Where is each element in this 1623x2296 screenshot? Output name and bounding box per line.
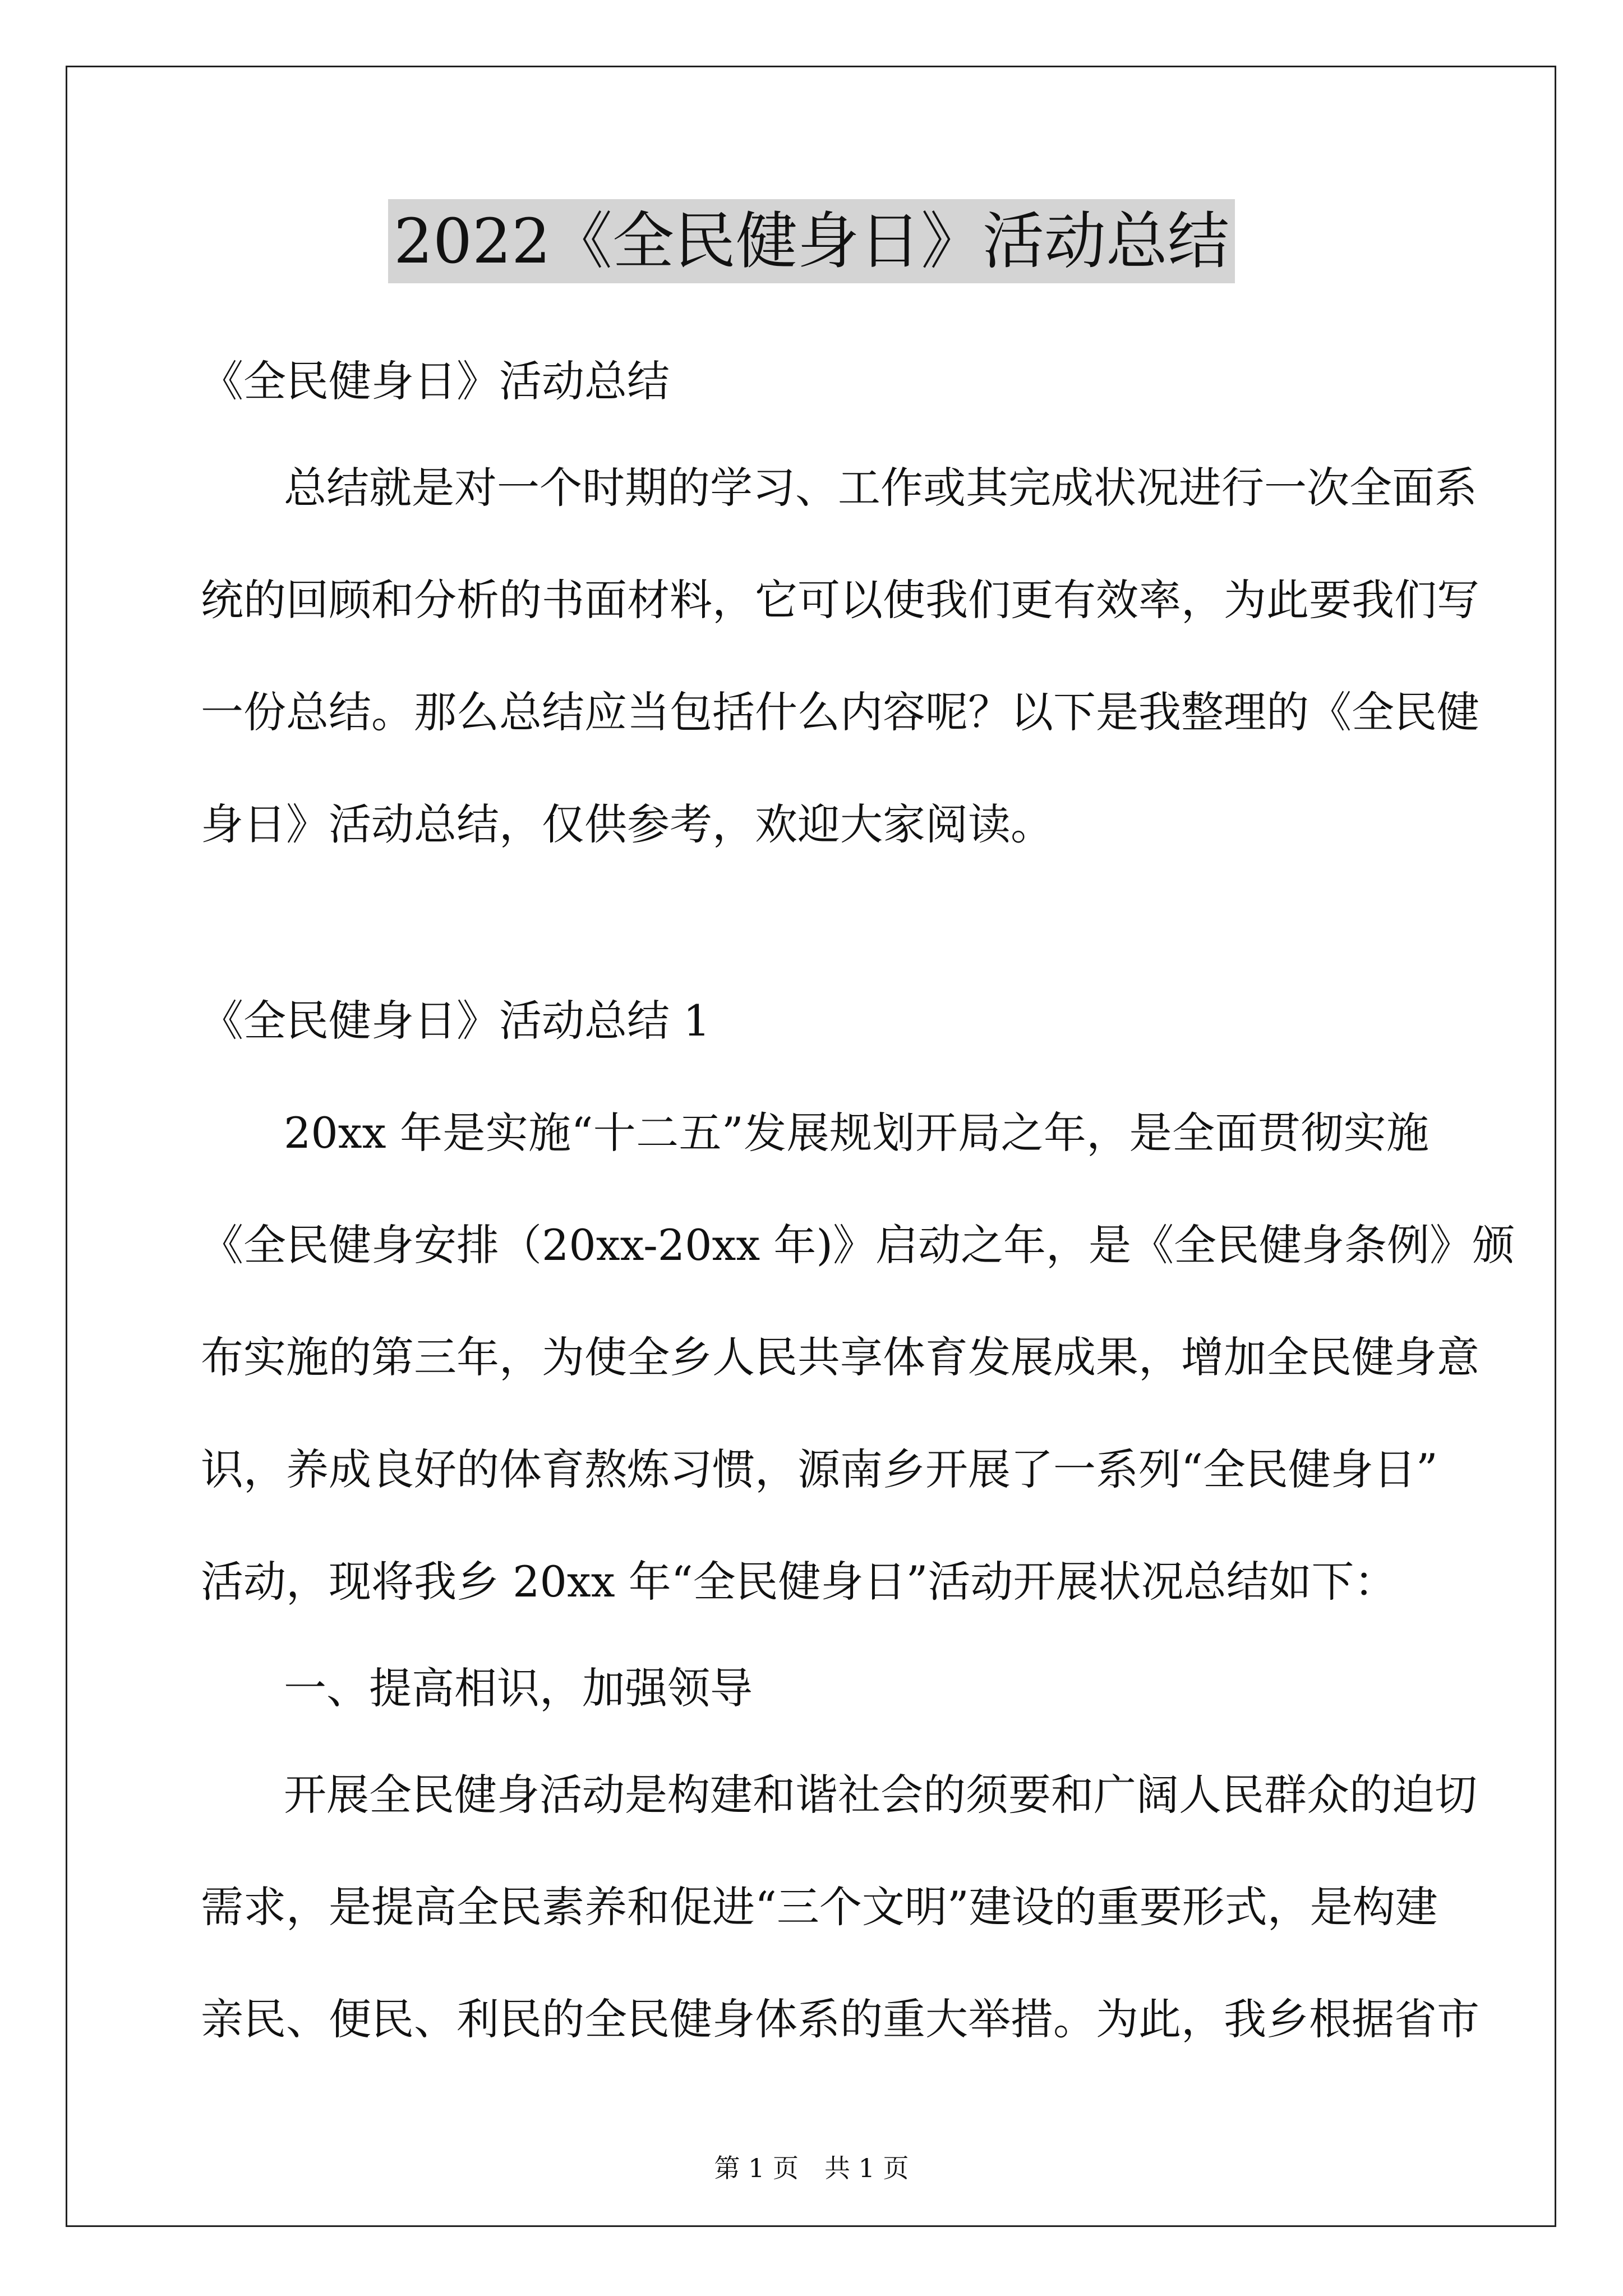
subheading: 一、提高相识，加强领导 <box>284 1663 753 1713</box>
body-line: 识，养成良好的体育熬炼习惯，源南乡开展了一系列“全民健身日” <box>201 1444 1438 1494</box>
body-line: 需求，是提高全民素养和促进“三个文明”建设的重要形式，是构建 <box>201 1882 1438 1932</box>
intro-line: 总结就是对一个时期的学习、工作或其完成状况进行一次全面系 <box>284 463 1477 513</box>
body-line: 20xx 年是实施“十二五”发展规划开局之年，是全面贯彻实施 <box>284 1108 1429 1158</box>
subtitle-line: 《全民健身日》活动总结 <box>201 356 670 406</box>
body-line: 亲民、便民、利民的全民健身体系的重大举措。为此，我乡根据省市 <box>201 1994 1479 2044</box>
body-line: 活动，现将我乡 20xx 年“全民健身日”活动开展状况总结如下： <box>201 1557 1397 1607</box>
document-title: 2022《全民健身日》活动总结 <box>388 199 1235 283</box>
body-line: 《全民健身安排（20xx-20xx 年)》启动之年，是《全民健身条例》颁 <box>201 1220 1515 1270</box>
body-line: 开展全民健身活动是构建和谐社会的须要和广阔人民群众的迫切 <box>284 1770 1477 1820</box>
title-container <box>0 199 1623 283</box>
page-footer: 第 1 页 共 1 页 <box>714 2153 909 2183</box>
body-line: 布实施的第三年，为使全乡人民共享体育发展成果，增加全民健身意 <box>201 1332 1479 1382</box>
intro-line: 身日》活动总结，仅供参考，欢迎大家阅读。 <box>201 799 1053 849</box>
intro-line: 一份总结。那么总结应当包括什么内容呢？以下是我整理的《全民健 <box>201 687 1479 737</box>
section-heading: 《全民健身日》活动总结 1 <box>201 996 711 1046</box>
intro-line: 统的回顾和分析的书面材料，它可以使我们更有效率，为此要我们写 <box>201 575 1479 625</box>
